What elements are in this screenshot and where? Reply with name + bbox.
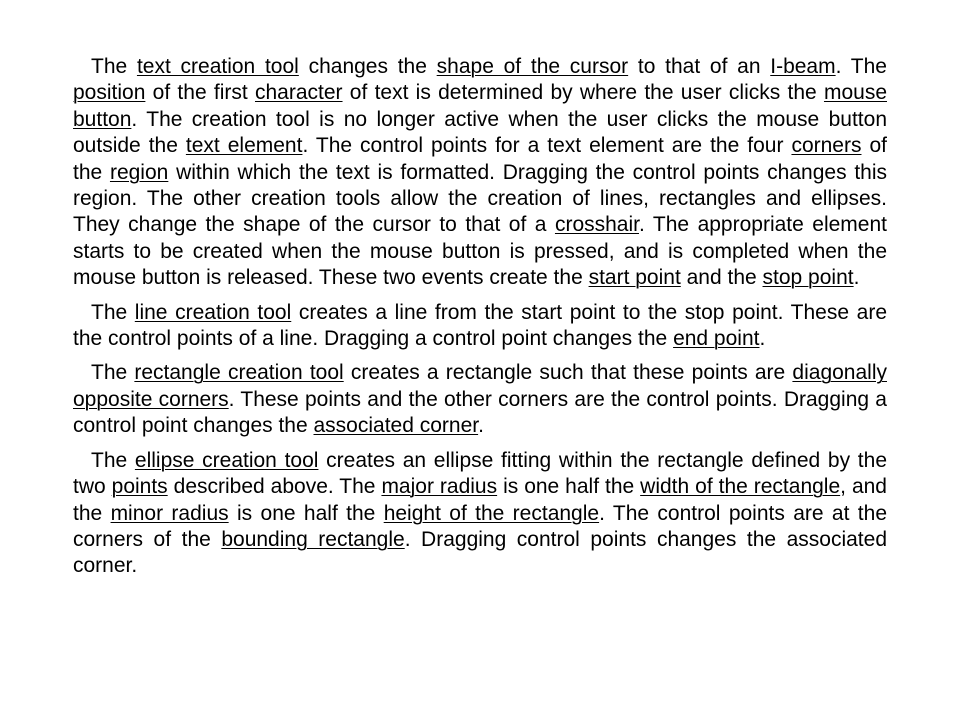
link-ellipse-creation-tool[interactable]: ellipse creation tool <box>134 448 319 472</box>
link-stop-point[interactable]: stop point <box>762 266 854 290</box>
link-diagonally-opposite-corners[interactable]: diagonally opposite corners <box>73 361 887 411</box>
body-text: within which the text is formatted. Dragging the control points changes this region. The other creation tools allow the creation of lines, rectangles and ellipses. They change the shape of the cursor to that of a <box>73 160 888 237</box>
body-text: . The <box>835 55 887 78</box>
body-text: and the <box>680 266 763 290</box>
paragraph-4 <box>73 448 887 580</box>
link-minor-radius[interactable]: minor radius <box>110 501 229 525</box>
body-text: The <box>91 361 135 385</box>
body-text: is one half the <box>497 475 641 499</box>
body-text: The <box>91 300 135 324</box>
link-end-point[interactable]: end point <box>673 327 760 351</box>
body-text: of the <box>73 134 887 184</box>
body-text: creates a line from the start point to the stop point. These are the control points of a line. Dragging a control point changes the <box>73 300 887 351</box>
link-width-of-the-rectangle[interactable]: width of the rectangle <box>640 475 841 499</box>
link-associated-corner[interactable]: associated corner <box>313 414 479 438</box>
body-text: . These points and the other corners are the control points. Dragging a control point changes the <box>73 387 887 438</box>
document-body <box>73 54 887 588</box>
link-height-of-the-rectangle[interactable]: height of the rectangle <box>383 501 600 525</box>
link-rectangle-creation-tool[interactable]: rectangle creation tool <box>134 361 344 385</box>
link-bounding-rectangle[interactable]: bounding rectangle <box>221 527 405 551</box>
paragraph-2 <box>73 300 887 353</box>
body-text: described above. The <box>167 475 382 499</box>
body-text: . <box>759 327 766 351</box>
link-region[interactable]: region <box>109 160 169 184</box>
body-text: . The control points are at the corners of the <box>73 501 887 551</box>
link-position[interactable]: position <box>73 81 146 105</box>
link-start-point[interactable]: start point <box>588 266 681 290</box>
paragraph-1 <box>73 54 887 292</box>
link-shape-of-the-cursor[interactable]: shape of the cursor <box>436 55 629 78</box>
link-i-beam[interactable]: I-beam <box>770 55 836 78</box>
body-text: creates a rectangle such that these points are <box>343 361 793 385</box>
body-text: , and the <box>73 475 887 525</box>
link-line-creation-tool[interactable]: line creation tool <box>134 300 292 324</box>
link-major-radius[interactable]: major radius <box>381 475 498 499</box>
paragraph-3 <box>73 360 887 439</box>
body-text: . The control points for a text element are the four <box>302 134 792 158</box>
body-text: . <box>853 266 860 290</box>
body-text: . <box>478 414 484 438</box>
link-text-creation-tool[interactable]: text creation tool <box>136 55 299 78</box>
body-text: changes the <box>298 55 437 78</box>
body-text: The <box>91 448 135 472</box>
link-crosshair[interactable]: crosshair <box>554 213 639 237</box>
link-corners[interactable]: corners <box>791 134 862 158</box>
body-text: of text is determined by where the user clicks the <box>342 81 824 105</box>
body-text: . Dragging control points changes the associated corner. <box>73 527 887 578</box>
link-text-element[interactable]: text element <box>185 134 303 158</box>
body-text: of the first <box>145 81 255 105</box>
body-text: The <box>91 55 137 78</box>
body-text: creates an ellipse fitting within the rectangle defined by the two <box>73 448 887 499</box>
body-text: . The appropriate element starts to be created when the mouse button is pressed, and is completed when the mouse button is released. These two events create the <box>73 213 887 290</box>
link-points[interactable]: points <box>111 475 168 499</box>
body-text: is one half the <box>228 501 384 525</box>
link-mouse-button[interactable]: mouse button <box>73 81 887 131</box>
body-text: . The creation tool is no longer active when the user clicks the mouse button outside the <box>73 107 887 158</box>
body-text: to that of an <box>628 55 771 78</box>
link-character[interactable]: character <box>254 81 343 105</box>
